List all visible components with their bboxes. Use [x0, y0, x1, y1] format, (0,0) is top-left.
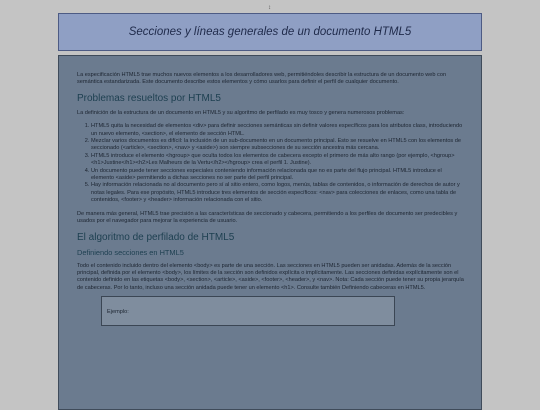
list-item: 3. HTML5 introduce el elemento <hgroup> que oculta todos los elementos de cabecera excepto el primero de más alto rango (por ejemplo, <hgroup><h1>Justine</h1><h2>Les Malheurs de la Vertu</h2></hgroup> crea el perfil 1. Justine).	[91, 153, 464, 168]
article-content	[58, 55, 482, 410]
resize-handle-icon[interactable]: ↕	[268, 5, 271, 11]
subsection-heading-defining: Definiendo secciones en HTML5	[77, 247, 184, 257]
section-heading-algorithm: El algoritmo de perfilado de HTML5	[77, 231, 235, 243]
list-item: 1. HTML5 quita la necesidad de elementos <div> para definir secciones semánticas sin definir valores específicos para los atributos class, introduciendo un nuevo elemento, <section>, el elemento de sección HTML.	[91, 123, 464, 138]
problems-paragraph: La definición de la estructura de un documento en HTML5 y su algoritmo de perfilado es muy tosco y genera numerosos problemas:	[77, 109, 405, 116]
closing-paragraph: De manera más general, HTML5 trae precisión a las características de seccionado y cabecera, permitiendo a los perfiles de documento ser predecibles y usados por el navegador para mejorar la experiencia de usuario.	[77, 210, 458, 225]
defining-paragraph: Todo el contenido incluido dentro del elemento <body> es parte de una sección. Las secciones en HTML5 pueden ser anidadas. Además de la sección principal, definida por el elemento <body>, los límites de la sección son definidos explícita o implícitamente. Las secciones definidas explícitamente son el contenido definido en las etiquetas <body>, <section>, <article>, <aside>, <footer>, <header>, y <nav>. Nota: Cada sección puede tener su propia jerarquía de cabeceras. Por lo tanto, incluso una sección anidada puede tener un elemento <h1>. Consulte también Definiendo cabeceras en HTML5.	[77, 262, 464, 291]
list-item: 2. Mezclar varios documentos es difícil: la inclusión de un sub-documento en un documento principal. Esto se resuelve en HTML5 con los elementos de seccionado (<article>, <section>, <nav> y <aside>) son siempre subsecciones de su sección ancestra más cercana.	[91, 138, 464, 153]
problems-list	[77, 123, 464, 204]
list-item: 5. Hay información relacionada no al documento pero sí al sitio entero, como logos, menús, tablas de contenidos, o información de derechos de autor y notas legales. Para ese propósito, HTML5 introduce tres elementos de sección específicos: <nav> para colecciones de enlaces, como una tabla de contenidos, <footer> y <header> información relacionada con el sitio.	[91, 182, 464, 204]
example-label: Ejemplo:	[107, 309, 129, 316]
intro-paragraph: La especificación HTML5 trae muchos nuevos elementos a los desarrolladores web, permitiéndoles describir la estructura de un documento web con semántica estandarizada. Este documento describe estos elementos y cómo usarlos para definir el perfil de cualquier documento.	[77, 72, 447, 86]
example-box	[101, 296, 395, 326]
list-item: 4. Un documento puede tener secciones especiales conteniendo información relacionada que no es parte del flujo principal. HTML5 introduce el elemento <aside> permitiendo a dichas secciones no ser parte del perfil principal.	[91, 168, 464, 183]
page-title: Secciones y líneas generales de un documento HTML5	[128, 26, 412, 38]
section-heading-problems: Problemas resueltos por HTML5	[77, 92, 221, 104]
page-header	[58, 13, 482, 51]
